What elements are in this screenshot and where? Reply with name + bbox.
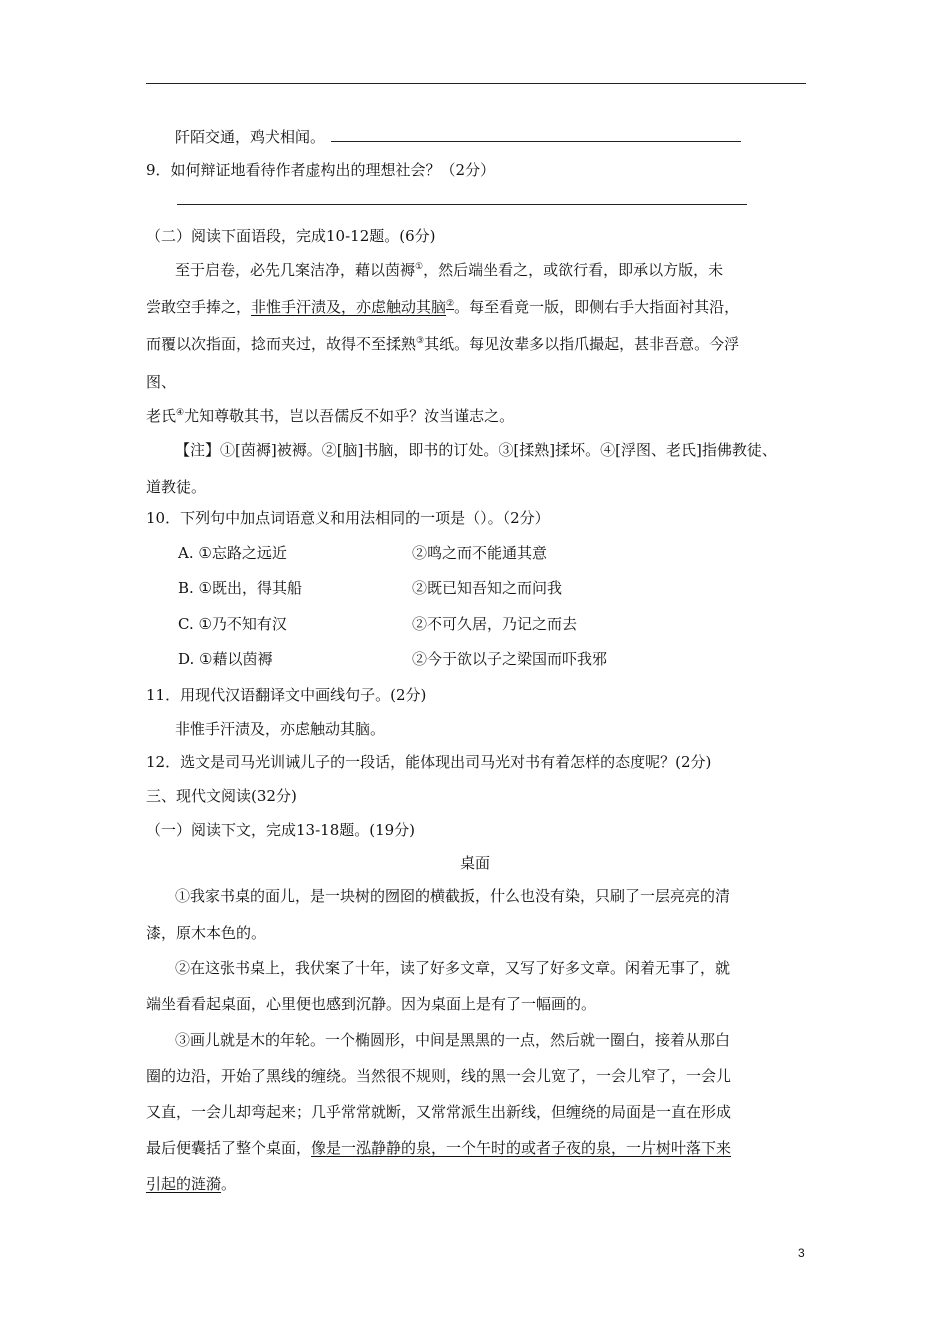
article-line: [146, 1138, 731, 1158]
answer-blank: [177, 190, 747, 205]
option-left: A. ①忘路之远近: [178, 544, 287, 562]
passage-text: 尤知尊敬其书，岂以吾儒反不如乎？汝当谨志之。: [184, 407, 515, 425]
part3-subheading: （一）阅读下文，完成13-18题。(19分): [146, 821, 416, 839]
q10-option-row: [0, 614, 950, 634]
passage-line: 图、: [146, 373, 177, 391]
option-right: ②鸣之而不能通其意: [412, 544, 548, 562]
passage-text: ，然后端坐看之，或欲行看，即承以方版，未: [423, 261, 724, 279]
q11-sentence: 非惟手汗渍及，亦虑触动其脑。: [175, 720, 386, 738]
article-text: 。: [221, 1175, 237, 1193]
article-title: 桌面: [459, 854, 490, 872]
option-left: C. ①乃不知有汉: [178, 615, 287, 633]
article-line: 圈的边沿，开始了黑线的缠绕。当然很不规则，线的黑一会儿宽了，一会儿窄了，一会儿: [146, 1067, 732, 1085]
article-line: 又直，一会儿却弯起来；几乎常常就断，又常常派生出新线，但缠绕的局面是一直在形成: [146, 1103, 732, 1121]
q8-answer-line: [175, 127, 741, 147]
option-left: D. ①藉以茵褥: [178, 650, 273, 668]
q10-question: 10．下列句中加点词语意义和用法相同的一项是（）。（2分）: [146, 509, 550, 527]
q10-option-row: [0, 649, 950, 669]
option-right: ②今于欲以子之梁国而吓我邪: [412, 650, 608, 668]
underlined-sentence: 非惟手汗渍及，亦虑触动其脑: [251, 298, 447, 316]
underlined-sentence: 引起的涟漪: [146, 1175, 222, 1193]
footnote-mark: ②: [446, 299, 455, 309]
article-text: 最后便囊括了整个桌面，: [146, 1139, 312, 1157]
passage-line: [146, 406, 514, 426]
footnote-mark: ③: [416, 336, 425, 346]
q8-text: 阡陌交通，鸡犬相闻。: [175, 128, 326, 146]
passage-text: 而覆以次指面，捻而夹过，故得不至揉熟: [146, 335, 417, 353]
q11-question: 11．用现代汉语翻译文中画线句子。(2分): [146, 686, 427, 704]
passage-text: 老氏: [146, 407, 177, 425]
article-line: 漆，原木本色的。: [146, 924, 267, 942]
passage-line: [146, 334, 739, 354]
q12-question: 12．选文是司马光训诫儿子的一段话，能体现出司马光对书有着怎样的态度呢？(2分): [146, 753, 712, 771]
article-line: ③画儿就是木的年轮。一个椭圆形，中间是黑黑的一点，然后就一圈白，接着从那白: [175, 1031, 731, 1049]
article-line: ②在这张书桌上，我伏案了十年，读了好多文章，又写了好多文章。闲着无事了，就: [175, 959, 731, 977]
passage-text: 至于启卷，必先几案洁净，藉以茵褥: [175, 261, 416, 279]
underlined-sentence: 像是一泓静静的泉，一个午时的或者子夜的泉，一片树叶落下来: [311, 1139, 732, 1157]
passage-text: 。每至看竟一版，即侧右手大指面衬其沿，: [454, 298, 740, 316]
passage-line: [146, 297, 739, 317]
answer-blank: [331, 127, 741, 142]
header-rule: [146, 83, 806, 84]
footnote-mark: ①: [415, 262, 424, 272]
annotation-note: 道教徒。: [146, 478, 207, 496]
option-right: ②不可久居，乃记之而去: [412, 615, 578, 633]
page-number: 3: [798, 1246, 805, 1260]
q9-question: 9．如何辩证地看待作者虚构出的理想社会？（2分）: [146, 161, 496, 179]
passage-text: 其纸。每见汝辈多以指爪撮起，甚非吾意。今浮: [424, 335, 740, 353]
passage-line: [175, 260, 723, 280]
option-right: ②既已知吾知之而问我: [412, 579, 563, 597]
part3-heading: 三、现代文阅读(32分): [146, 787, 297, 805]
passage-text: 尝敢空手捧之，: [146, 298, 252, 316]
q10-option-row: [0, 543, 950, 563]
article-line: 端坐看看起桌面，心里便也感到沉静。因为桌面上是有了一幅画的。: [146, 995, 597, 1013]
footnote-mark: ④: [176, 408, 185, 418]
article-line: ①我家书桌的面儿，是一块树的囫囵的横截扳，什么也没有染，只刷了一层亮亮的清: [175, 887, 731, 905]
annotation-note: 【注】①[茵褥]被褥。②[脑]书脑，即书的订处。③[揉熟]揉坏。④[浮图、老氏]指佛教徒、: [175, 441, 777, 459]
option-left: B. ①既出，得其船: [178, 579, 303, 597]
part2-heading: （二）阅读下面语段，完成10-12题。(6分): [146, 227, 436, 245]
q10-option-row: [0, 578, 950, 598]
article-line: [146, 1174, 236, 1194]
q9-answer-line: [175, 190, 747, 210]
